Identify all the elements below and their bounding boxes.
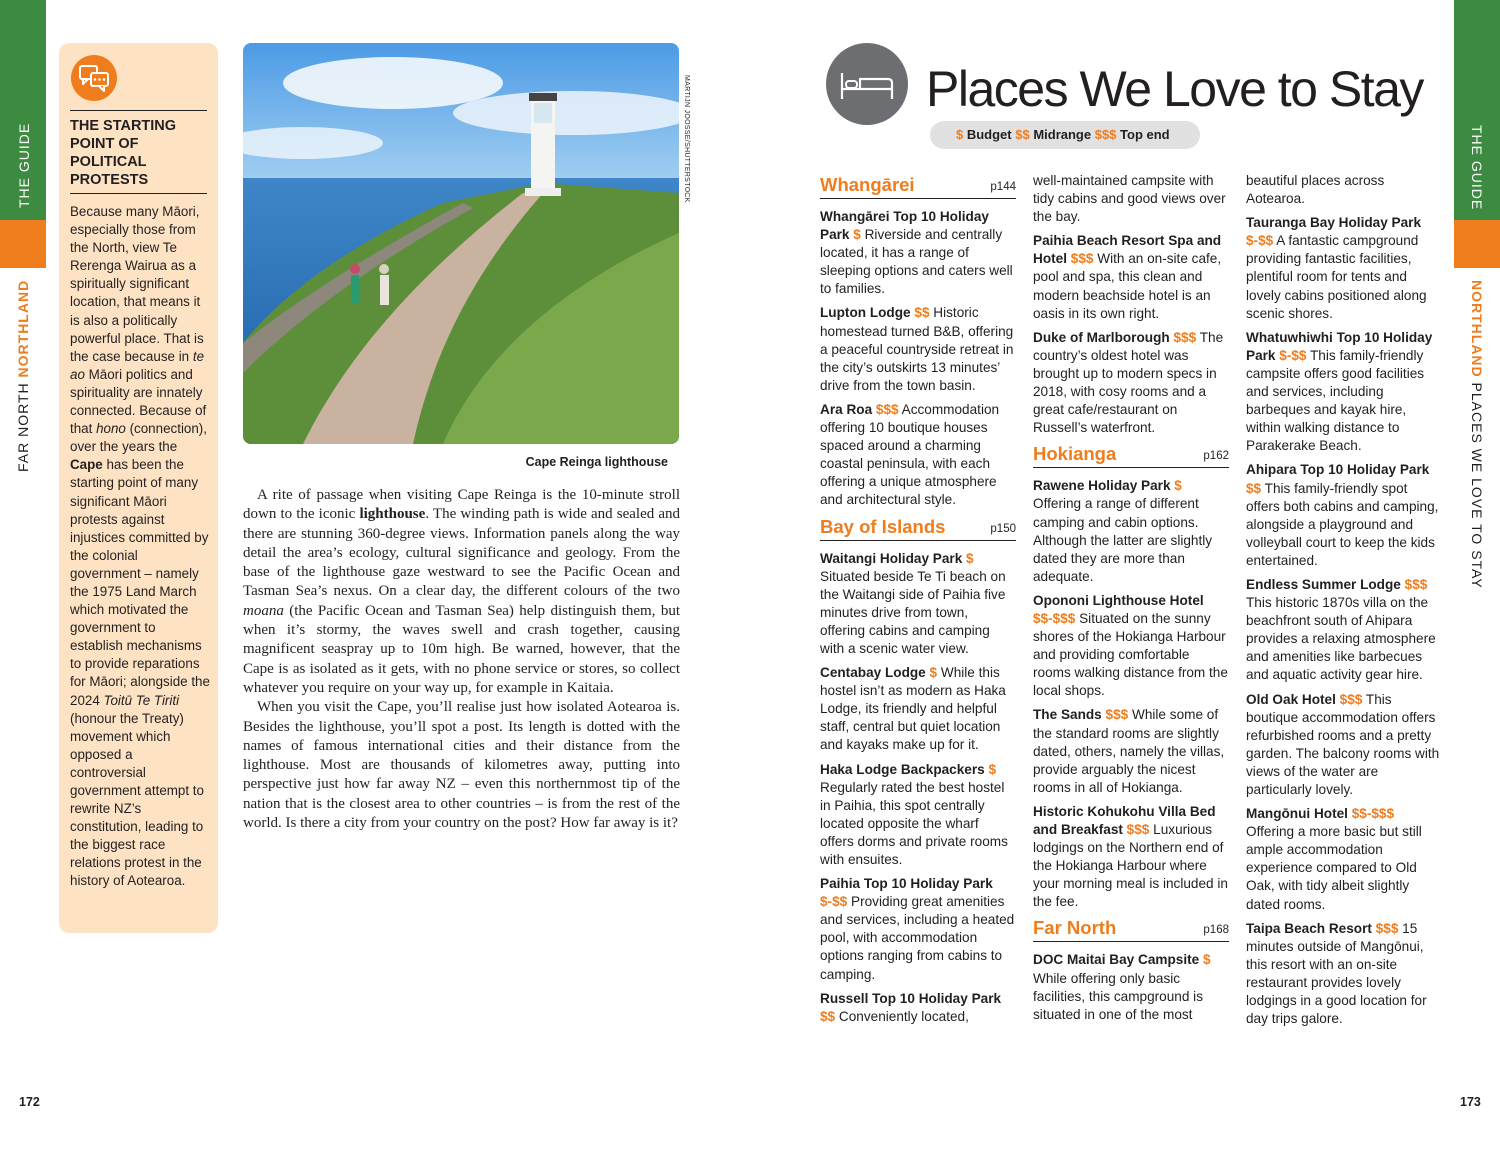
right-region-accent: NORTHLAND (1469, 280, 1485, 378)
photo-caption: Cape Reinga lighthouse (525, 455, 668, 469)
listing-name: Paihia Top 10 Holiday Park (820, 876, 993, 892)
section-heading (1033, 917, 1229, 942)
text-segment: (connection), over the years the (70, 421, 207, 455)
listing-entry (1033, 803, 1229, 912)
listing-description: Conveniently located, (838, 1008, 969, 1024)
listing-entry (1246, 691, 1442, 800)
listing-description: This historic 1870s villa on the beachfront south of Ahipara provides a relaxing atmosphere and amenities like barbecues and aquatic activity gear hire. (1246, 595, 1436, 683)
article-paragraph (243, 486, 680, 698)
listing-entry (1033, 232, 1229, 322)
left-guide-label: THE GUIDE (16, 122, 32, 208)
listing-description: This family-friendly campsite offers good facilities and services, including barbeques and kayak hire, within walking distance to Parakerake Beach. (1246, 347, 1425, 454)
listing-column-2 (1033, 172, 1229, 1030)
listing-name: Mangōnui Hotel (1246, 806, 1348, 822)
section-page-ref: p144 (990, 181, 1016, 193)
listing-entry (1246, 214, 1442, 323)
section-name: Whangārei (820, 174, 915, 195)
listing-entry (820, 761, 1016, 870)
listing-entry (820, 664, 1016, 754)
price-indicator: $$ (820, 1008, 836, 1024)
price-indicator: $$$ (1066, 251, 1094, 267)
right-page-number: 173 (1460, 1095, 1481, 1109)
listing-description: Providing great amenities and services, including a heated pool, with accommodation options ranging from cabins to camping. (820, 894, 1015, 982)
price-indicator: $$ (910, 305, 930, 321)
listing-entry (1246, 329, 1442, 456)
sidebar-rule-bottom (70, 193, 207, 194)
section-name: Far North (1033, 917, 1117, 939)
listing-entry (1033, 951, 1229, 1023)
left-page-number: 172 (19, 1095, 40, 1109)
legend-symbol: $$ (1015, 127, 1030, 142)
listing-description: This family-friendly spot offers both cabins and camping, alongside a playground and volleyball court to keep the kids entertained. (1246, 480, 1439, 568)
listing-entry (1246, 920, 1442, 1029)
listing-description: With an on-site cafe, pool and spa, this clean and modern beachside hotel is an oasis in its own right. (1033, 251, 1222, 321)
text-segment: hono (96, 421, 126, 437)
listing-name: Tauranga Bay Holiday Park (1246, 215, 1422, 231)
text-segment: lighthouse (359, 506, 426, 523)
text-segment: moana (243, 602, 284, 619)
listing-name: Paihia Beach Resort Spa and Hotel (1033, 233, 1222, 267)
price-indicator: $ (1170, 478, 1182, 494)
listing-column-3 (1246, 172, 1442, 1034)
legend-symbol: $ (956, 127, 964, 142)
page-title: Places We Love to Stay (926, 61, 1423, 117)
text-segment: A rite of passage when visiting Cape Reinga is the 10-minute stroll down to the iconic (243, 487, 680, 523)
section-page-ref: p150 (990, 522, 1016, 535)
price-legend (930, 121, 1200, 149)
listing-description: well-maintained campsite with tidy cabins and good views over the bay. (1033, 173, 1226, 225)
listing-continuation (1033, 172, 1229, 226)
listing-name: Russell Top 10 Holiday Park (820, 990, 1002, 1006)
listing-description: Accommodation offering 10 boutique houses spaced around a charming coastal peninsula, with each offering a unique atmosphere and architectural style. (820, 401, 1000, 508)
listing-entry (1246, 461, 1442, 570)
text-segment: Cape (70, 457, 103, 473)
price-indicator: $ (1199, 952, 1211, 968)
text-segment: (honour the Treaty) movement which opposed a controversial government attempt to rewrite NZ’s constitution, leading to the biggest race relations protest in the history of Aotearoa. (70, 710, 204, 889)
left-region-accent: NORTHLAND (15, 279, 31, 378)
right-region-text: PLACES WE LOVE TO STAY (1469, 382, 1485, 589)
price-indicator: $$$ (1169, 329, 1197, 345)
listing-name: Ara Roa (820, 401, 873, 417)
legend-symbol: $$$ (1094, 127, 1117, 142)
text-segment: te ao (70, 348, 205, 382)
listing-name: Taipa Beach Resort (1246, 920, 1372, 936)
price-indicator: $ (925, 665, 938, 681)
section-page-ref: p168 (1203, 924, 1229, 937)
price-indicator: $$ (1246, 480, 1262, 496)
listing-name: Waitangi Holiday Park (820, 550, 963, 566)
left-accent-tab (0, 220, 46, 268)
listing-description: Regularly rated the best hostel in Paihia, this spot centrally located opposite the wharf offers dorms and private rooms with ensuites. (820, 779, 1008, 867)
listing-entry (1033, 592, 1229, 701)
left-region-label (15, 280, 31, 472)
price-indicator: $$$ (1400, 576, 1428, 592)
listing-column-1 (820, 172, 1016, 1032)
section-page-ref: p162 (1203, 450, 1229, 463)
price-indicator: $-$$ (1246, 233, 1274, 249)
listing-name: Centabay Lodge (820, 665, 926, 681)
price-indicator: $$$ (872, 401, 899, 417)
listing-description: A fantastic campground providing fantastic facilities, plentiful room for tents and lovely cabins positioned along scenic shores. (1246, 233, 1427, 321)
listing-entry (820, 401, 1016, 510)
cape-reinga-photo (243, 43, 679, 444)
listing-name: Ahipara Top 10 Holiday Park (1246, 462, 1430, 478)
price-indicator: $ (962, 550, 974, 566)
section-heading (820, 174, 1016, 199)
right-accent-tab (1454, 220, 1500, 268)
listing-name: Whatuwhiwhi Top 10 Holiday Park (1246, 329, 1433, 363)
listing-entry (820, 990, 1016, 1026)
sidebar-rule-top (70, 110, 207, 111)
listing-entry (1033, 477, 1229, 586)
listing-name: Duke of Marlborough (1033, 329, 1170, 345)
sidebar-title: THE STARTING POINT OF POLITICAL PROTESTS (70, 118, 177, 188)
listing-description: While some of the standard rooms are slightly dated, others, namely the villas, provide arguably the nicest rooms in all of Hokianga. (1033, 707, 1225, 795)
article-body (243, 486, 680, 833)
section-name: Hokianga (1033, 443, 1117, 465)
sidebar-body (70, 203, 212, 891)
right-guide-label: THE GUIDE (1469, 125, 1485, 211)
listing-description: Offering a more basic but still ample accommodation experience compared to Old Oak, with tidy albeit slightly dated rooms. (1246, 824, 1422, 912)
text-segment: Because many Māori, especially those from the North, view Te Rerenga Wairua as a spiritually significant location, that means it is also a politically powerful place. That is the case because in (70, 204, 204, 364)
price-indicator: $ (849, 227, 861, 243)
listing-description: 15 minutes outside of Mangōnui, this resort with an on-site restaurant provides lovely lodgings in a good location for day trips galore. (1246, 920, 1427, 1027)
listing-name: Old Oak Hotel (1246, 691, 1336, 707)
legend-label: Top end (1116, 127, 1170, 142)
listing-name: Endless Summer Lodge (1246, 576, 1401, 592)
price-indicator: $-$$ (1275, 347, 1307, 363)
listing-entry (1246, 576, 1442, 685)
photo-credit: MARTIJN JOOSSE/SHUTTERSTOCK (683, 75, 690, 203)
price-indicator: $$$ (1101, 707, 1129, 723)
listing-entry (820, 208, 1016, 298)
listing-description: Historic homestead turned B&B, offering a peaceful countryside retreat in the city’s outskirts 13 minutes’ drive from the town basin. (820, 305, 1014, 393)
section-name: Bay of Islands (820, 515, 946, 537)
listing-name: Haka Lodge Backpackers (820, 761, 985, 777)
listing-name: Rawene Holiday Park (1033, 478, 1171, 494)
listing-continuation (1246, 172, 1442, 208)
listing-name: The Sands (1033, 707, 1102, 723)
listing-description: The country’s oldest hotel was brought up to modern specs in 2018, with cosy rooms and a great cafe/restaurant on Russell’s waterfront. (1033, 329, 1224, 436)
listing-description: Riverside and centrally located, it has a range of sleeping options and caters well to families. (820, 227, 1013, 297)
listing-entry (820, 875, 1016, 984)
sidebar-box (59, 43, 218, 933)
price-indicator: $$$ (1122, 822, 1150, 837)
price-indicator: $$$ (1335, 691, 1363, 707)
section-heading (1033, 443, 1229, 468)
listing-name: Whangārei Top 10 Holiday Park (820, 209, 989, 243)
section-heading (820, 516, 1016, 541)
article-paragraph (243, 698, 680, 833)
right-region-label (1469, 280, 1485, 589)
text-segment: When you visit the Cape, you’ll realise just how isolated Aotearoa is. Besides the lighthouse, you’ll spot a post. Its length is dotted with the names of famous international cities and their distance from the lighthouse. Most are thousands of kilometres away, putting into perspective just how far away NZ – even this northernmost tip of the nation that is the closest area to other countries – is from the rest of the world. Is there a city from your country on the post? How far away is it? (243, 699, 680, 832)
price-indicator: $-$$ (820, 894, 848, 910)
price-indicator: $$-$$$ (1033, 610, 1076, 626)
legend-label: Midrange (1029, 127, 1095, 142)
listing-entry (820, 304, 1016, 394)
listing-name: DOC Maitai Bay Campsite (1033, 952, 1200, 968)
price-indicator: $$$ (1371, 920, 1399, 936)
listing-name: Lupton Lodge (820, 305, 911, 321)
listing-description: Situated beside Te Ti beach on the Waitangi side of Paihia five minutes drive from town, offering cabins and camping with a scenic water view. (820, 568, 1006, 656)
speech-bubbles-icon (71, 55, 117, 101)
text-segment: has been the starting point of many significant Māori protests against injustices committed by the colonial government – namely the 1975 Land March which motivated the government to establish mechanisms to provide reparations for Māori; alongside the 2024 (70, 457, 210, 708)
listing-entry (1033, 329, 1229, 438)
bed-icon (826, 43, 908, 125)
legend-label: Budget (963, 127, 1016, 142)
price-indicator: $ (984, 761, 997, 777)
text-segment: . The winding path is wide and sealed and there are stunning 360-degree views. Information panels along the way detail the area’s ecology, cultural significance and geology. From the base of the lighthouse gaze westward to see the Pacific Ocean and Tasman Sea’s nexus. On a clear day, the different colours of the two (243, 506, 680, 600)
text-segment: (the Pacific Ocean and Tasman Sea) help distinguish them, but when it’s stormy, the waves swell and crash together, causing magnificent seaspray up to 10m high. Be warned, however, that the Cape is as isolated as it gets, with no phone service or stores, so collect whatever you require on your way up, for example in Kaitaia. (243, 602, 680, 696)
listing-entry (820, 550, 1016, 659)
listing-name: Historic Kohukohu Villa Bed and Breakfast (1033, 803, 1216, 837)
listing-name: Opononi Lighthouse Hotel (1033, 592, 1204, 608)
listing-entry (1246, 805, 1442, 914)
text-segment: Toitū Te Tiriti (103, 692, 180, 708)
listing-description: While this hostel isn’t as modern as Haka Lodge, its friendly and helpful staff, central but quiet location and kayaks make up for it. (820, 665, 1006, 753)
listing-description: Luxurious lodgings on the Northern end of the Hokianga Harbour where your morning meal is included in the fee. (1033, 822, 1228, 910)
listing-description: Offering a range of different camping and cabin options. Although the latter are slightly dated they are more than adequate. (1033, 496, 1213, 584)
text-segment: Māori politics and spirituality are innately connected. Because of that (70, 366, 207, 437)
price-indicator: $$-$$$ (1347, 806, 1395, 822)
listing-description: Situated on the sunny shores of the Hokianga Harbour and providing comfortable rooms walking distance from the local shops. (1033, 610, 1228, 699)
listing-description: This boutique accommodation offers refurbished rooms and a pretty garden. The balcony rooms with views of the water are particularly lovely. (1246, 691, 1440, 797)
listing-description: While offering only basic facilities, this campground is situated in one of the most (1033, 970, 1203, 1022)
listing-entry (1033, 706, 1229, 796)
left-region-text: FAR NORTH (15, 382, 31, 472)
listing-description: beautiful places across Aotearoa. (1246, 173, 1385, 207)
